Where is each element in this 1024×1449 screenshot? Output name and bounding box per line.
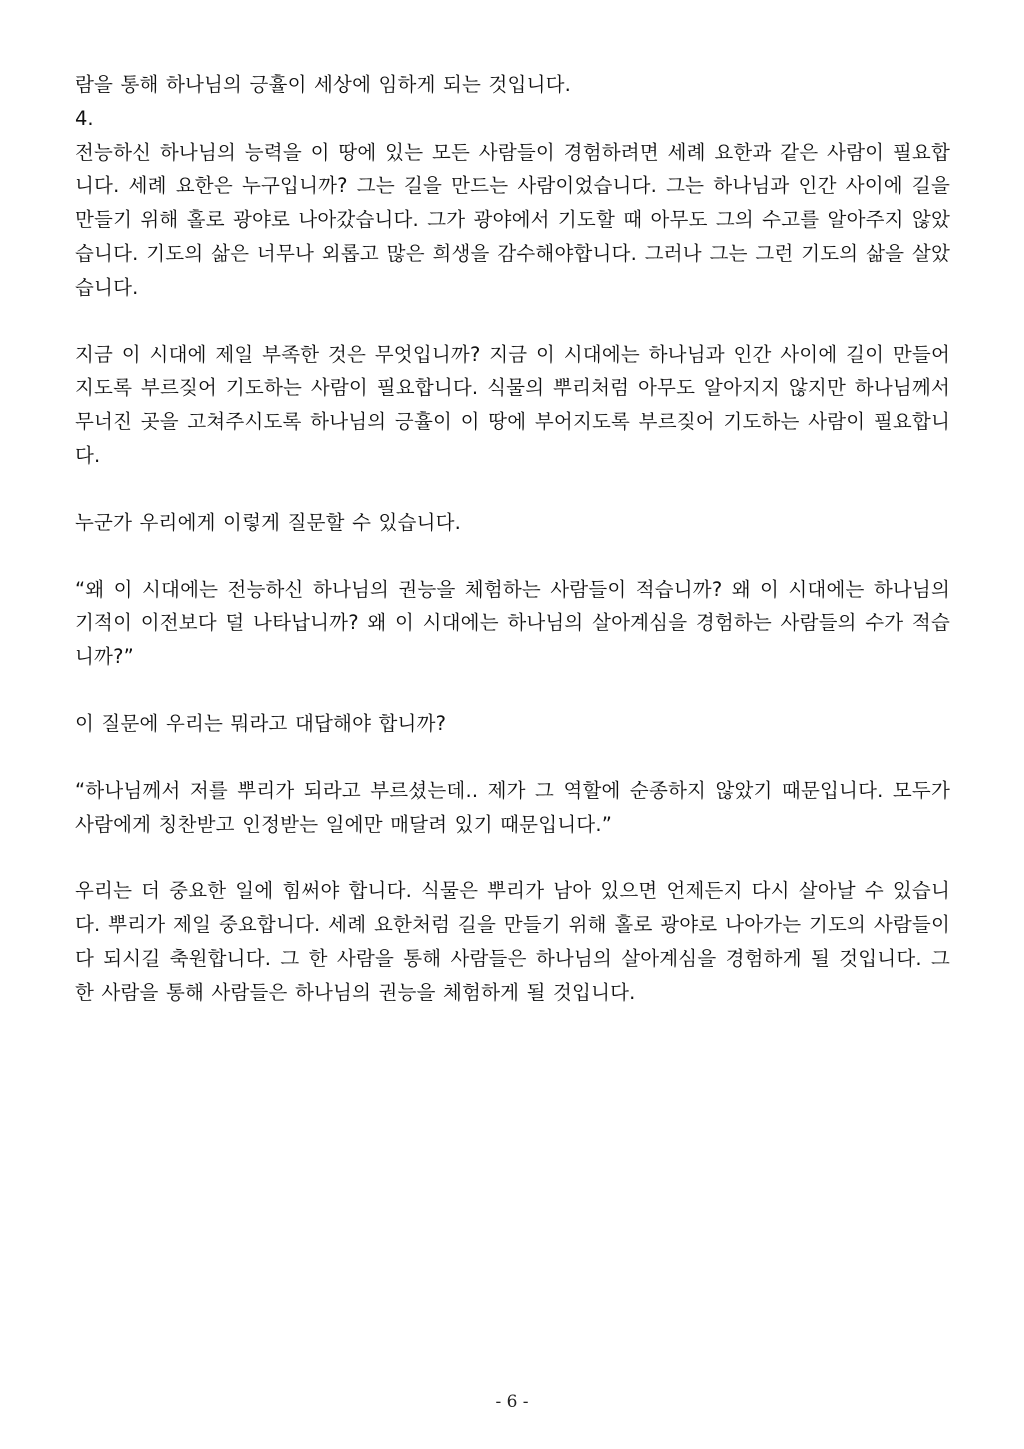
- page-number: - 6 -: [495, 1392, 529, 1412]
- paragraph-question-quote: “왜 이 시대에는 전능하신 하나님의 권능을 체험하는 사람들이 적습니까? 왜 이 시대에는 하나님의 기적이 이전보다 덜 나타납니까? 왜 이 시대에는 하나님의 살아계심을 경험하는 사람들의 수가 적습니까?”: [75, 577, 950, 669]
- document-body: [75, 68, 950, 1010]
- paragraph-conclusion: 우리는 더 중요한 일에 힘써야 합니다. 식물은 뿌리가 남아 있으면 언제든지 다시 살아날 수 있습니다. 뿌리가 제일 중요합니다. 세례 요한처럼 길을 만들기 위해 홀로 광야로 나아가는 기도의 사람들이 다 되시길 축원합니다. 그 한 사람을 통해 사람들은 하나님의 살아계심을 경험하게 될 것입니다. 그 한 사람을 통해 사람들은 하나님의 권능을 체험하게 될 것입니다.: [75, 879, 950, 1004]
- paragraph-someone-asks: 누군가 우리에게 이렇게 질문할 수 있습니다.: [75, 510, 462, 534]
- paragraph-answer-quote: “하나님께서 저를 뿌리가 되라고 부르셨는데.. 제가 그 역할에 순종하지 않았기 때문입니다. 모두가 사람에게 칭찬받고 인정받는 일에만 매달려 있기 때문입니다.”: [75, 778, 950, 836]
- section-number: 4.: [75, 106, 94, 130]
- paragraph-john-the-baptist: 전능하신 하나님의 능력을 이 땅에 있는 모든 사람들이 경험하려면 세례 요한과 같은 사람이 필요합니다. 세례 요한은 누구입니까? 그는 길을 만드는 사람이었습니다. 그는 하나님과 인간 사이에 길을 만들기 위해 홀로 광야로 나아갔습니다. 그가 광야에서 기도할 때 아무도 그의 수고를 알아주지 않았습니다. 기도의 삶은 너무나 외롭고 많은 희생을 감수해야합니다. 그러나 그는 그런 기도의 삶을 살았습니다.: [75, 140, 950, 299]
- paragraph-what-is-lacking: 지금 이 시대에 제일 부족한 것은 무엇입니까? 지금 이 시대에는 하나님과 인간 사이에 길이 만들어지도록 부르짖어 기도하는 사람이 필요합니다. 식물의 뿌리처럼 아무도 알아지지 않지만 하나님께서 무너진 곳을 고쳐주시도록 하나님의 긍휼이 이 땅에 부어지도록 부르짖어 기도하는 사람이 필요합니다.: [75, 342, 950, 467]
- paragraph-continuation: 람을 통해 하나님의 긍휼이 세상에 임하게 되는 것입니다.: [75, 73, 572, 96]
- paragraph-how-to-answer: 이 질문에 우리는 뭐라고 대답해야 합니까?: [75, 711, 447, 735]
